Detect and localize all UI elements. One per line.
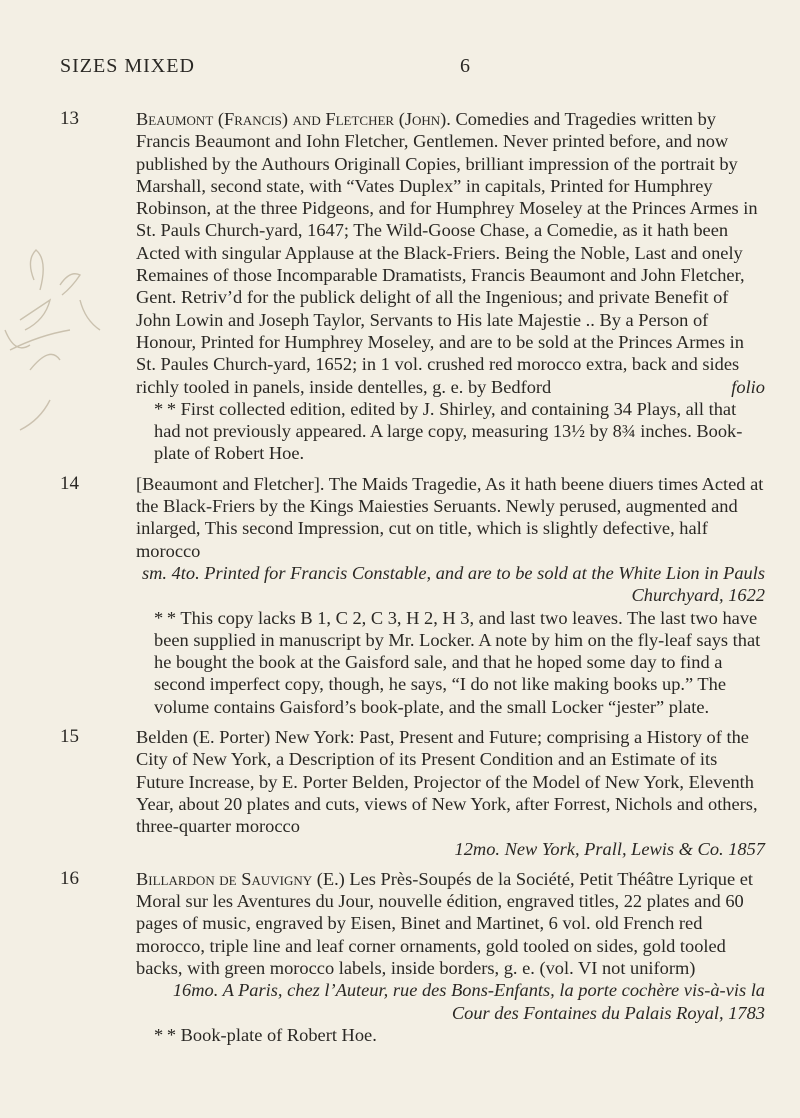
lot-entry [60,473,765,718]
lot-imprint: sm. 4to. Printed for Francis Constable, and are to be sold at the White Lion in Pauls Churchyard, 1622 [141,562,765,606]
lot-entry [60,726,765,860]
lot-imprint: 12mo. New York, Prall, Lewis & Co. 1857 [454,838,765,859]
lot-number: 15 [60,726,79,748]
lot-number: 14 [60,472,79,494]
lot-body: The Maids Tragedie, As it hath beene diuers times Acted at the Black-Friers by the Kings Maiesties Seruants. Newly perused, augmented and inlarged, This second Impression, cut on title, which is slightly defective, half morocco [136,473,764,561]
lot-format: folio [731,376,765,397]
lot-body: New York: Past, Present and Future; comprising a History of the City of New York, a Description of its Present Condition and an Estimate of its Future Increase, by E. Porter Belden, Projector of the Model of New York, Eleventh Year, about 20 plates and cuts, views of New York, after Forrest, Nichols and others, three-quarter morocco [136,727,758,837]
lot-number: 13 [60,108,79,129]
lot-description [136,868,765,1046]
page-number: 6 [460,55,471,77]
section-heading: SIZES MIXED [60,55,195,77]
lot-body: Comedies and Tragedies written by Francis Beaumont and Iohn Fletcher, Gentlemen. Never printed before, and now published by the Authours Originall Copies, brilliant impression of the portrait by Marshall, second state, with “Vates Duplex” in capitals, Printed for Humphrey Robinson, at the three Pidgeons, and for Humphrey Moseley at the Princes Armes in St. Pauls Church-yard, 1647; The Wild-Goose Chase, a Comedie, as it hath been Acted with singular Applause at the Black-Friers. Being the Noble, Last and onely Remaines of those Incomparable Dramatists, Francis Beaumont and John Fletcher, Gent. Retriv’d for the publick delight of all the Ingenious; and private Benefit of John Lowin and Joseph Taylor, Servants to His late Majestie .. By a Person of Honour, Printed for Humphrey Moseley, and are to be sold at the Princes Armes in St. Paules Church-yard, 1652; in 1 vol. crushed red morocco extra, back and sides richly tooled in panels, inside dentelles, g. e. by Bedford [136,109,758,397]
lot-body: Les Près-Soupés de la Société, Petit Théâtre Lyrique et Moral sur les Aventures du Jour, nouvelle édition, engraved titles, 22 plates and 60 pages of music, engraved by Eisen, Binet and Martinet, 6 vol. old French red morocco, triple line and leaf corner ornaments, gold tooled on sides, gold tooled backs, with green morocco labels, inside borders, g. e. (vol. VI not uniform) [136,868,754,978]
lot-heading: [Beaumont and Fletcher]. [136,473,325,494]
lot-heading: Billardon de Sauvigny (E.) [136,868,345,889]
lot-entry [60,868,765,1046]
catalogue-entries [60,108,765,1054]
lot-note: * * Book-plate of Robert Hoe. [154,1024,377,1045]
lot-entry [60,108,765,465]
lot-note: * * This copy lacks B 1, C 2, C 3, H 2, H 3, and last two leaves. The last two have been supplied in manuscript by Mr. Locker. A note by him on the fly-leaf says that he bought the book at the Gaisford sale, and that he hoped some day to find a second imperfect copy, though, he says, “I do not like making books up.” The volume contains Gaisford’s book-plate, and the small Locker “jester” plate. [154,607,761,717]
lot-description [136,726,765,860]
lot-imprint: 16mo. A Paris, chez l’Auteur, rue des Bons-Enfants, la porte cochère vis-à-vis la Cour des Fontaines du Palais Royal, 1783 [172,980,765,1023]
lot-note: * * First collected edition, edited by J. Shirley, and containing 34 Plays, all that had not previously appeared. A large copy, measuring 13½ by 8¾ inches. Book-plate of Robert Hoe. [154,398,743,464]
lot-number: 16 [60,867,79,889]
lot-description [136,108,765,465]
lot-description [136,473,765,718]
lot-heading: Beaumont (Francis) and Fletcher (John). [136,109,451,129]
lot-heading: Belden (E. Porter) [136,727,271,748]
